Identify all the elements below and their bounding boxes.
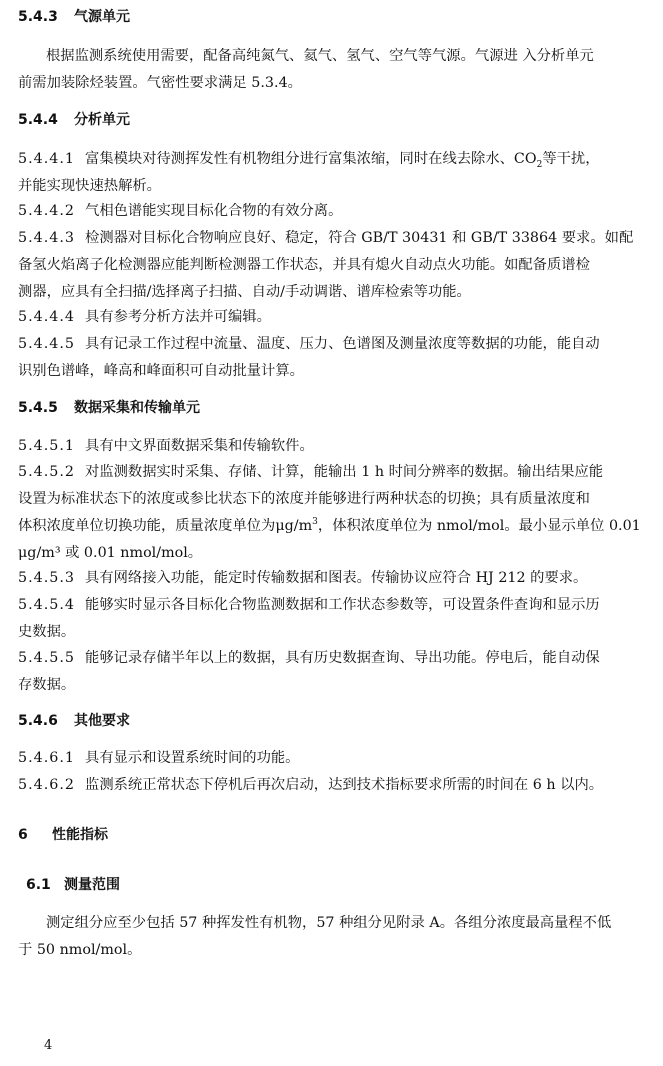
clause-text: 具有参考分析方法并可编辑。 <box>85 309 271 325</box>
heading-6 <box>18 822 641 849</box>
heading-6-1 <box>26 872 641 899</box>
heading-5-4-6 <box>18 708 641 735</box>
clause-5-4-4-2 <box>18 198 641 225</box>
clause-number: 5.4.4.2 <box>18 203 76 219</box>
section-number: 5.4.3 <box>18 9 58 25</box>
clause-5-4-4-3 <box>18 225 641 306</box>
clause-text: 监测系统正常状态下停机后再次启动，达到技术指标要求所需的时间在 6 h 以内。 <box>85 777 604 793</box>
section-number: 5.4.4 <box>18 112 58 128</box>
clause-number: 5.4.6.1 <box>18 750 76 766</box>
section-number: 5.4.5 <box>18 400 58 416</box>
text-line: 设置为标准状态下的浓度或参比状态下的浓度并能够进行两种状态的切换；具有质量浓度和 <box>18 491 590 507</box>
clause-5-4-5-2 <box>18 459 641 567</box>
text-line: 等干扰， <box>542 151 600 167</box>
page-number: 4 <box>44 1038 53 1053</box>
clause-text: 气相色谱能实现目标化合物的有效分离。 <box>85 203 343 219</box>
text-line: 存数据。 <box>18 677 76 693</box>
text-line: 体积浓度单位切换功能，质量浓度单位为μg/m <box>18 518 313 534</box>
clause-number: 5.4.4.1 <box>18 151 76 167</box>
section-number: 6 <box>18 827 28 843</box>
text-line: 根据监测系统使用需要，配备高纯氮气、氦气、氢气、空气等气源。气源进 入分析单元 <box>46 48 594 64</box>
section-title: 分析单元 <box>74 112 130 128</box>
clause-number: 5.4.4.4 <box>18 309 76 325</box>
text-line: μg/m³ 或 0.01 nmol/mol。 <box>18 545 203 561</box>
section-number: 6.1 <box>26 877 51 893</box>
clause-number: 5.4.5.3 <box>18 570 76 586</box>
clause-number: 5.4.5.5 <box>18 650 76 666</box>
paragraph-6-1 <box>18 910 641 964</box>
text-line: 识别色谱峰，峰高和峰面积可自动批量计算。 <box>18 363 304 379</box>
text-line: 能够实时显示各目标化合物监测数据和工作状态参数等，可设置条件查询和显示历 <box>85 597 600 613</box>
text-line: 对监测数据实时采集、存储、计算，能输出 1 h 时间分辨率的数据。输出结果应能 <box>85 464 604 480</box>
clause-number: 5.4.4.3 <box>18 230 76 246</box>
heading-5-4-5 <box>18 395 641 422</box>
section-title: 测量范围 <box>64 877 120 893</box>
text-line: 测器，应具有全扫描/选择离子扫描、自动/手动调谐、谱库检索等功能。 <box>18 284 471 300</box>
text-line: 于 50 nmol/mol。 <box>18 942 142 958</box>
superscript: 3 <box>312 517 318 528</box>
text-line: ，体积浓度单位为 nmol/mol。最小显示单位 0.01 <box>317 518 641 534</box>
clause-number: 5.4.5.4 <box>18 597 76 613</box>
heading-5-4-4 <box>18 107 641 134</box>
text-line: 前需加装除烃装置。气密性要求满足 5.3.4。 <box>18 75 302 91</box>
text-line: 能够记录存储半年以上的数据，具有历史数据查询、导出功能。停电后，能自动保 <box>85 650 600 666</box>
clause-text: 具有显示和设置系统时间的功能。 <box>85 750 300 766</box>
clause-5-4-4-4 <box>18 304 641 331</box>
clause-5-4-6-1 <box>18 745 641 772</box>
clause-number: 5.4.6.2 <box>18 777 76 793</box>
clause-text: 具有中文界面数据采集和传输软件。 <box>85 438 314 454</box>
text-line: 史数据。 <box>18 624 76 640</box>
clause-5-4-4-5 <box>18 331 641 385</box>
text-line: 测定组分应至少包括 57 种挥发性有机物，57 种组分见附录 A。各组分浓度最高量程不低 <box>46 915 612 931</box>
text-line: 并能实现快速热解析。 <box>18 178 161 194</box>
section-title: 性能指标 <box>52 827 108 843</box>
section-title: 其他要求 <box>74 713 130 729</box>
clause-5-4-5-5 <box>18 645 641 699</box>
clause-number: 5.4.5.2 <box>18 464 76 480</box>
clause-number: 5.4.4.5 <box>18 336 76 352</box>
clause-5-4-5-4 <box>18 592 641 646</box>
section-title: 气源单元 <box>74 9 130 25</box>
clause-5-4-4-1 <box>18 146 641 200</box>
text-line: 具有记录工作过程中流量、温度、压力、色谱图及测量浓度等数据的功能，能自动 <box>85 336 600 352</box>
section-title: 数据采集和传输单元 <box>74 400 200 416</box>
section-number: 5.4.6 <box>18 713 58 729</box>
paragraph-5-4-3 <box>18 43 641 97</box>
clause-5-4-5-3 <box>18 565 641 592</box>
text-line: 检测器对目标化合物响应良好、稳定，符合 GB/T 30431 和 GB/T 33864 要求。如配 <box>85 230 634 246</box>
heading-5-4-3 <box>18 4 641 31</box>
subscript: 2 <box>536 159 543 170</box>
clause-number: 5.4.5.1 <box>18 438 76 454</box>
text-line: 富集模块对待测挥发性有机物组分进行富集浓缩，同时在线去除水、CO <box>85 151 537 167</box>
text-line: 备氢火焰离子化检测器应能判断检测器工作状态，并具有熄火自动点火功能。如配备质谱检 <box>18 257 590 273</box>
clause-text: 具有网络接入功能，能定时传输数据和图表。传输协议应符合 HJ 212 的要求。 <box>85 570 588 586</box>
clause-5-4-6-2 <box>18 772 641 799</box>
clause-5-4-5-1 <box>18 433 641 460</box>
